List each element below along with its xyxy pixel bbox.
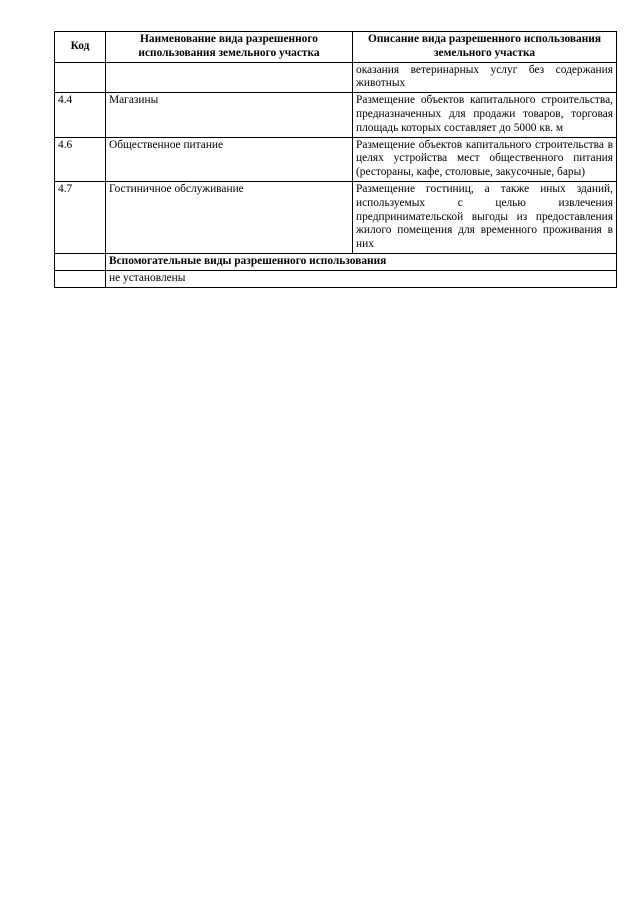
auxiliary-value: не установлены (106, 270, 617, 287)
cell-code (55, 253, 106, 270)
cell-name: Магазины (106, 93, 353, 137)
cell-name: Общественное питание (106, 137, 353, 181)
table-row (55, 181, 617, 253)
cell-code (55, 270, 106, 287)
cell-description: оказания ветеринарных услуг без содержания животных (353, 62, 617, 93)
table-row (55, 93, 617, 137)
land-use-table (54, 31, 617, 288)
cell-description: Размещение объектов капитального строительства, предназначенных для продажи товаров, торговая площадь которых составляет до 5000 кв. м (353, 93, 617, 137)
cell-name: Гостиничное обслуживание (106, 181, 353, 253)
auxiliary-heading-row (55, 253, 617, 270)
header-description: Описание вида разрешенного использования земельного участка (353, 32, 617, 63)
cell-code: 4.7 (55, 181, 106, 253)
cell-description: Размещение объектов капитального строительства в целях устройства мест общественного питания (рестораны, кафе, столовые, закусочные, бары) (353, 137, 617, 181)
header-name: Наименование вида разрешенного использования земельного участка (106, 32, 353, 63)
table-row (55, 62, 617, 93)
header-code: Код (55, 32, 106, 63)
table-header-row (55, 32, 617, 63)
table-row (55, 137, 617, 181)
cell-code: 4.6 (55, 137, 106, 181)
auxiliary-value-row (55, 270, 617, 287)
auxiliary-heading: Вспомогательные виды разрешенного использования (106, 253, 617, 270)
cell-code (55, 62, 106, 93)
cell-code: 4.4 (55, 93, 106, 137)
cell-name (106, 62, 353, 93)
cell-description: Размещение гостиниц, а также иных зданий, используемых с целью извлечения предпринимательской выгоды из предоставления жилого помещения для временного проживания в них (353, 181, 617, 253)
